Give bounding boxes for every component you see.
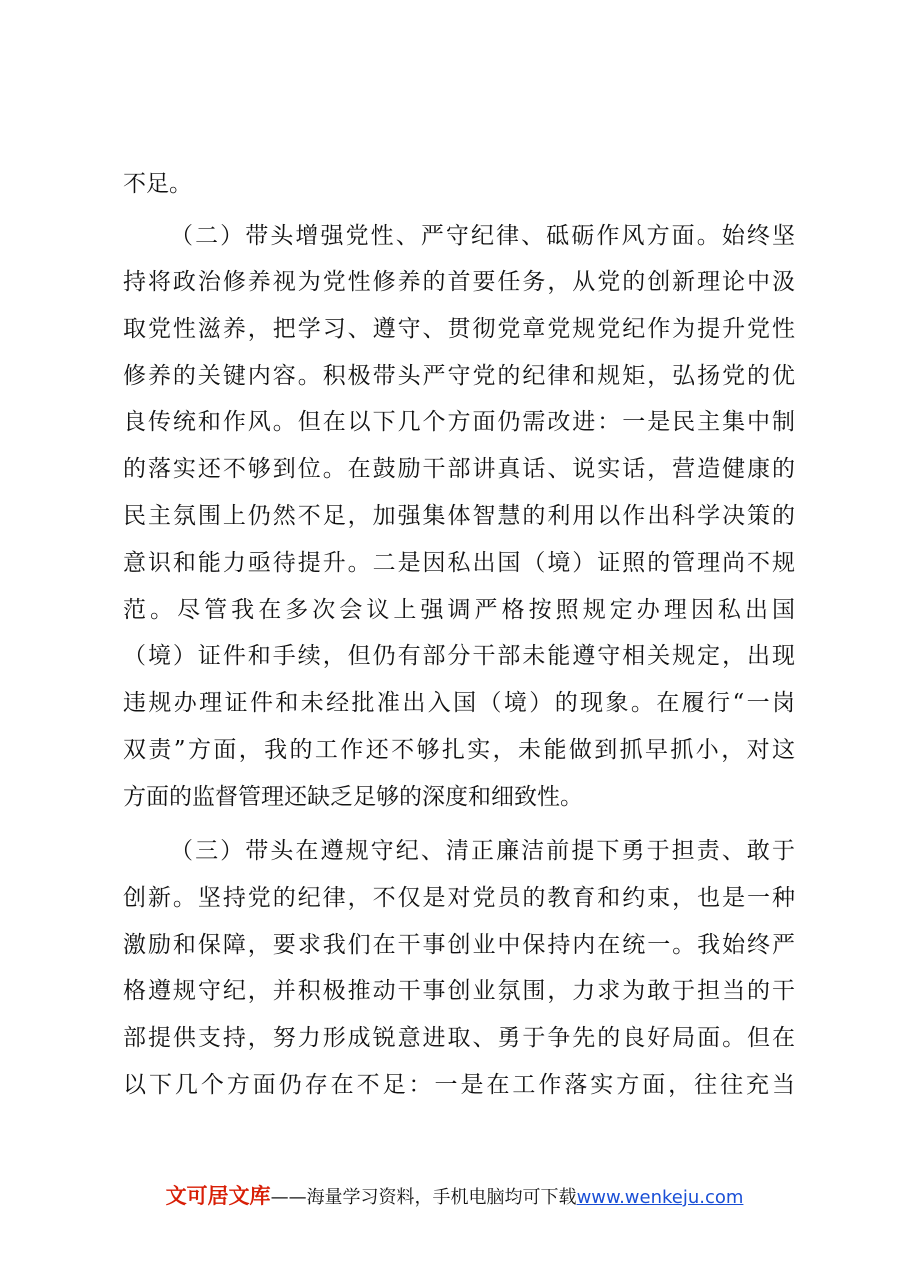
paragraph-line: 取党性滋养，把学习、遵守、贯彻党章党规党纪作为提升党性: [123, 316, 795, 342]
paragraph-line: （二）带头增强党性、严守纪律、砥砺作风方面。始终坚: [170, 223, 795, 249]
paragraph-line: 双责”方面，我的工作还不够扎实，未能做到抓早抓小，对这: [123, 737, 795, 763]
footer-tagline: ——海量学习资料，手机电脑均可下载: [270, 1187, 577, 1208]
paragraph-line: 格遵规守纪，并积极推动干事创业氛围，力求为敢于担当的干: [123, 978, 795, 1004]
footer-url-link[interactable]: www.wenkeju.com: [576, 1187, 744, 1208]
paragraph-line: 方面的监督管理还缺乏足够的深度和细致性。: [123, 784, 583, 810]
footer-banner: [0, 1182, 909, 1212]
paragraph-line: 持将政治修养视为党性修养的首要任务，从党的创新理论中汲: [123, 269, 795, 295]
paragraph-line: 不足。: [123, 171, 192, 197]
footer-brand: 文可居文库: [165, 1184, 271, 1208]
paragraph-line: 激励和保障，要求我们在干事创业中保持内在统一。我始终严: [123, 932, 795, 958]
paragraph-line: 部提供支持，努力形成锐意进取、勇于争先的良好局面。但在: [123, 1025, 795, 1051]
paragraph-line: （境）证件和手续，但仍有部分干部未能遵守相关规定，出现: [123, 643, 795, 669]
paragraph-line: 良传统和作风。但在以下几个方面仍需改进：一是民主集中制: [123, 409, 795, 435]
paragraph-line: 创新。坚持党的纪律，不仅是对党员的教育和约束，也是一种: [123, 885, 795, 911]
paragraph-line: 修养的关键内容。积极带头严守党的纪律和规矩，弘扬党的优: [123, 363, 795, 389]
paragraph-line: 以下几个方面仍存在不足：一是在工作落实方面，往往充当: [123, 1072, 795, 1098]
paragraph-line: 范。尽管我在多次会议上强调严格按照规定办理因私出国: [123, 597, 795, 623]
paragraph-line: 民主氛围上仍然不足，加强集体智慧的利用以作出科学决策的: [123, 503, 795, 529]
paragraph-line: （三）带头在遵规守纪、清正廉洁前提下勇于担责、敢于: [170, 838, 795, 864]
paragraph-line: 违规办理证件和未经批准出入国（境）的现象。在履行“一岗: [123, 690, 795, 716]
paragraph-line: 的落实还不够到位。在鼓励干部讲真话、说实话，营造健康的: [123, 456, 795, 482]
paragraph-line: 意识和能力亟待提升。二是因私出国（境）证照的管理尚不规: [123, 550, 795, 576]
